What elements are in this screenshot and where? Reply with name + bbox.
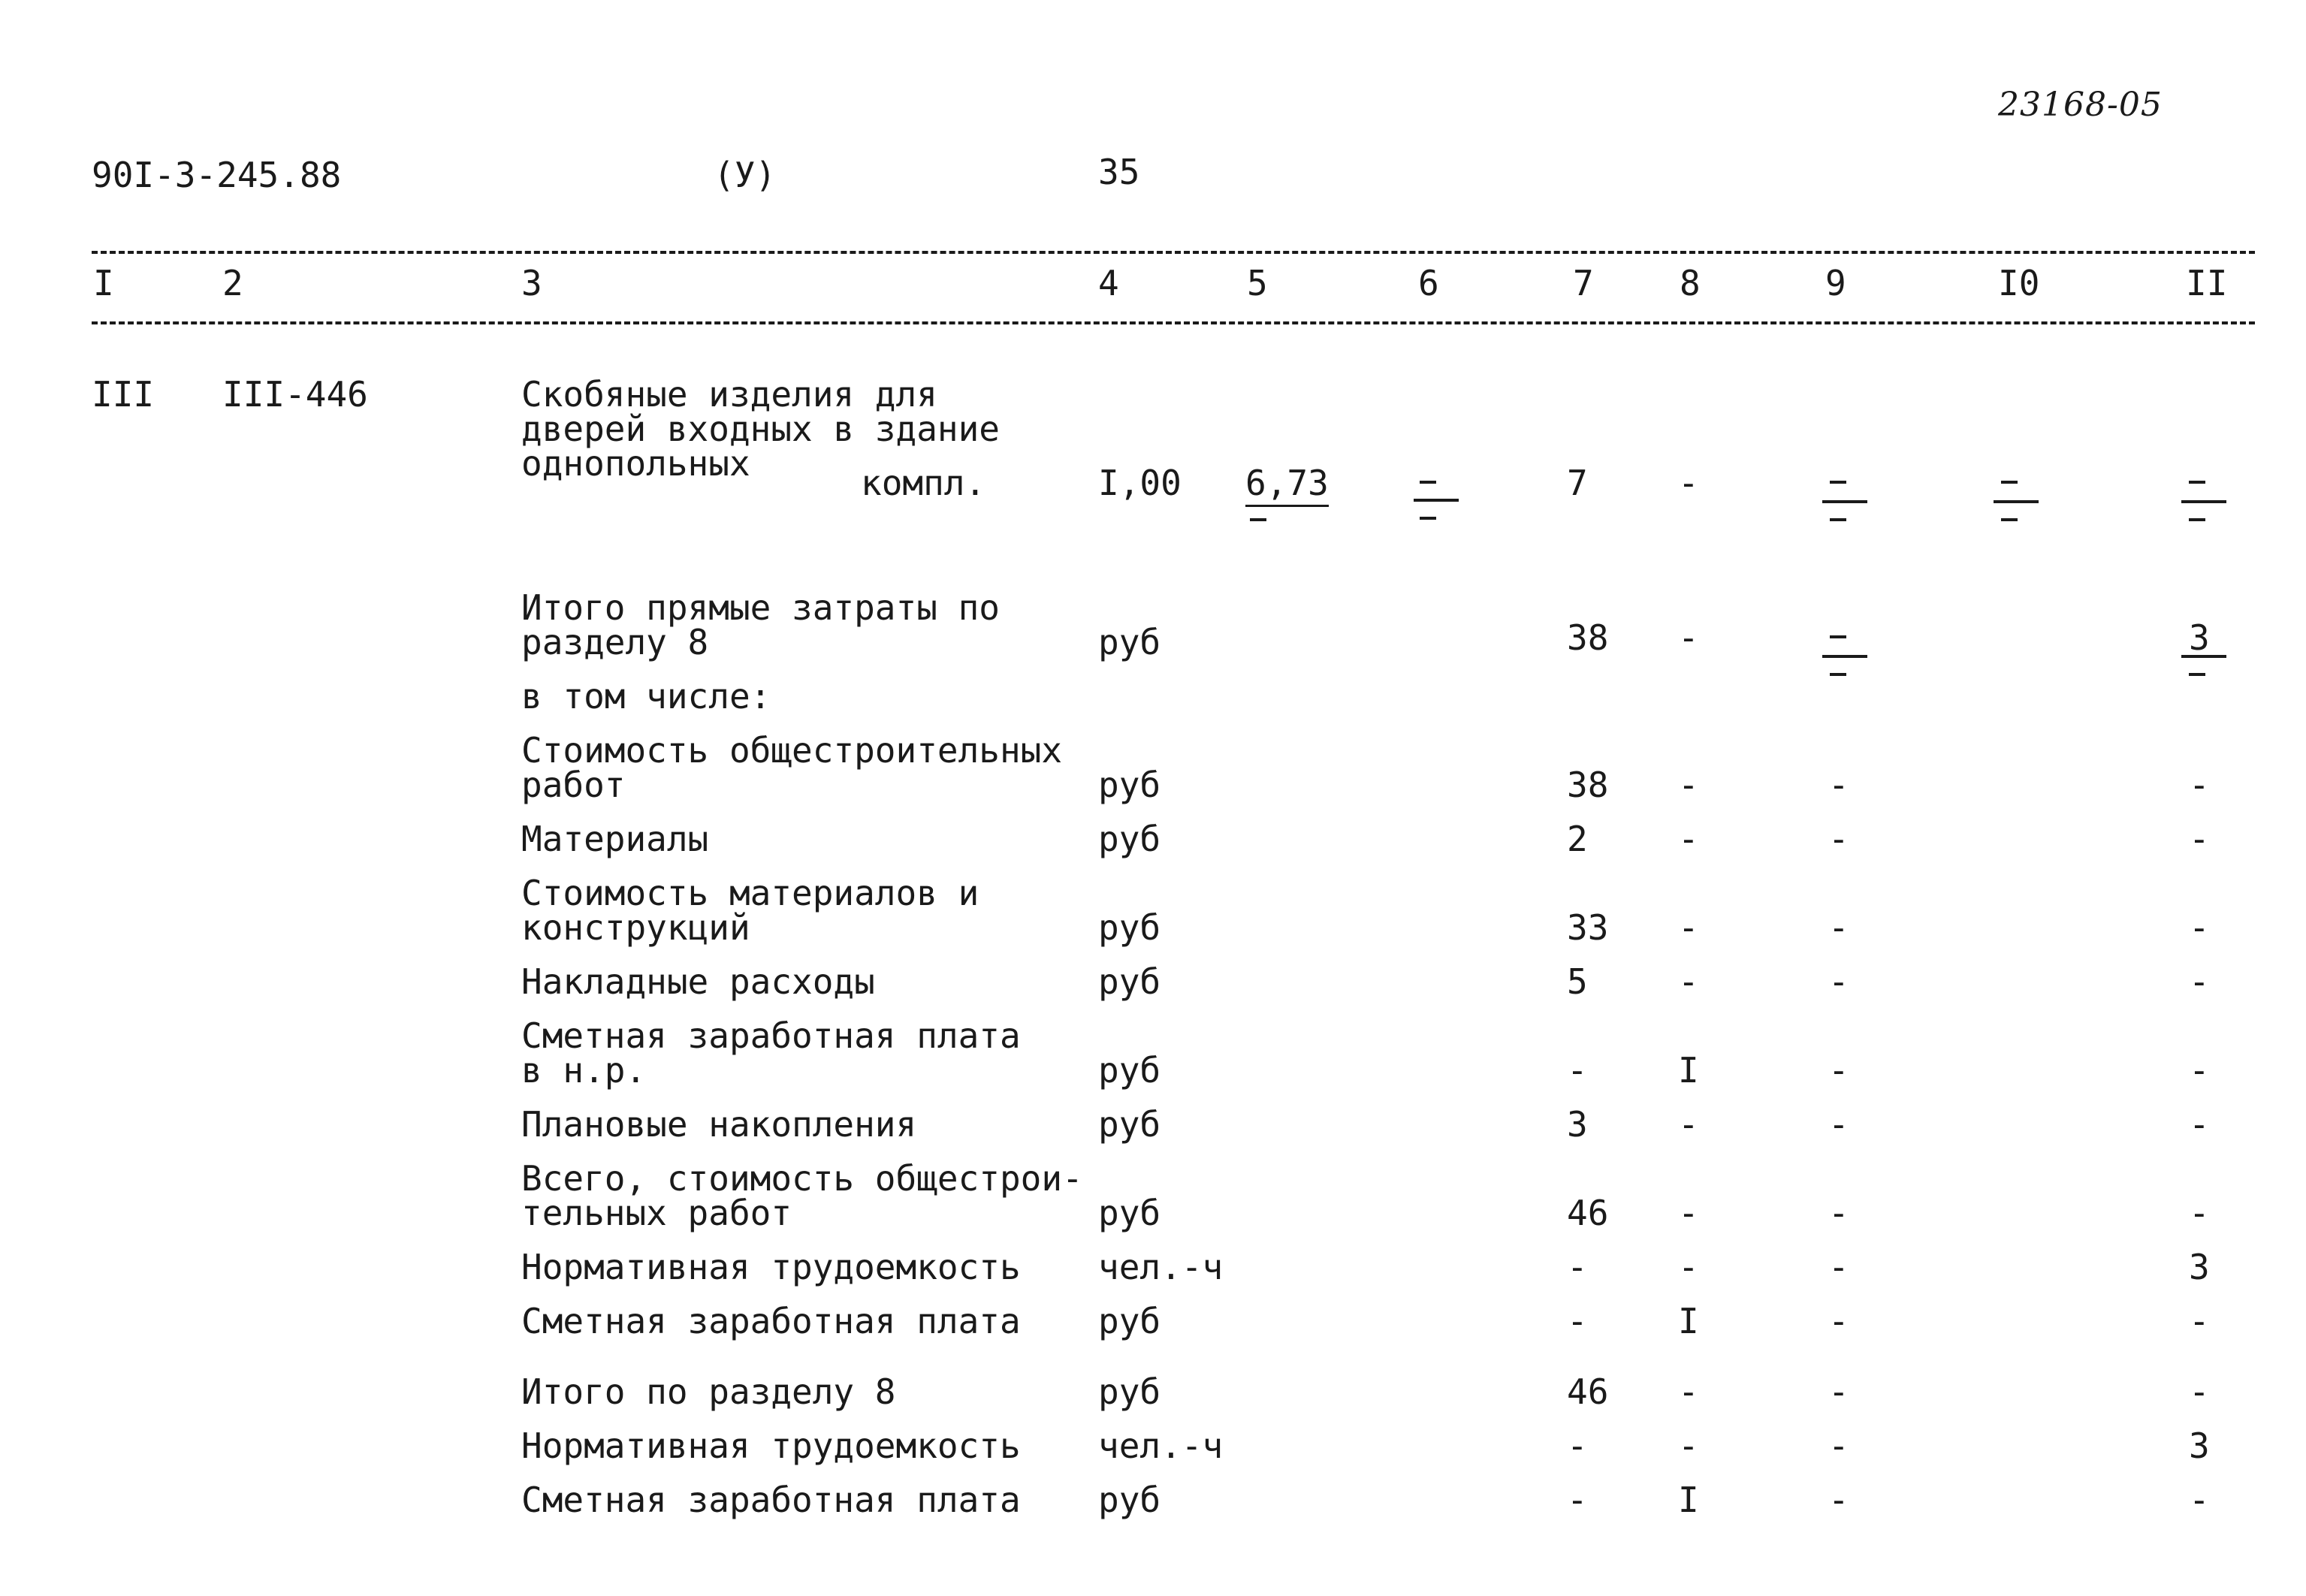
item-name-line: Скобяные изделия для [521,374,937,415]
row-label-line: работ [521,765,626,805]
row-c7: 33 [1567,907,1609,948]
row-c11: 3 [2189,1247,2210,1287]
row-c8: - [1678,1426,1699,1466]
fraction-mark [2189,673,2205,676]
row-c7: 5 [1567,961,1588,1002]
fraction-mark [1994,500,2039,503]
item-unit: компл. [861,463,986,503]
summary-unit: руб [1098,622,1161,662]
row-c7: 46 [1567,1371,1609,1412]
column-number: 6 [1418,263,1439,303]
fraction-mark [1830,635,1846,638]
row-label-line: Нормативная трудоемкость [521,1426,1021,1466]
row-c7: 38 [1567,765,1609,805]
row-c11: - [2189,1301,2210,1341]
fraction-mark [1420,517,1436,520]
summary-cost-total: 38 [1567,617,1609,658]
row-c9: - [1828,1426,1849,1466]
row-unit: руб [1098,1480,1161,1520]
row-c7: 3 [1567,1104,1588,1145]
item-cost-wages: - [1678,463,1699,503]
item-unit-price: 6,73 [1245,466,1329,507]
row-c8: - [1678,1104,1699,1145]
fraction-mark [1420,481,1436,484]
summary-cost-wages: - [1678,617,1699,658]
row-c7: 2 [1567,819,1588,859]
row-c8: - [1678,819,1699,859]
row-unit: руб [1098,1193,1161,1233]
row-unit: руб [1098,1371,1161,1412]
item-quantity: I,00 [1098,463,1182,503]
row-c7: - [1567,1050,1588,1091]
row-label-line: Сметная заработная плата [521,1015,1021,1056]
column-number: I0 [1998,263,2040,303]
item-name-line: однопольных [521,443,750,484]
item-cost-total: 7 [1567,463,1588,503]
row-label-line: тельных работ [521,1193,792,1233]
fraction-mark [1830,673,1846,676]
header-rule-top [92,251,2255,254]
row-c9: - [1828,1301,1849,1341]
row-c9: - [1828,765,1849,805]
row-label-line: Плановые накопления [521,1104,917,1145]
fraction-mark [2001,518,2018,521]
fraction-mark [1250,518,1266,521]
in-that-number-label: в том числе: [521,676,771,717]
row-c8: - [1678,1371,1699,1412]
row-unit: руб [1098,819,1161,859]
column-number: I [93,263,114,303]
row-c9: - [1828,1480,1849,1520]
fraction-mark [1822,655,1867,658]
row-c9: - [1828,1371,1849,1412]
column-number: II [2186,263,2228,303]
fraction-mark [1414,499,1459,502]
row-c9: - [1828,819,1849,859]
row-c8: I [1678,1301,1699,1341]
row-label-line: Накладные расходы [521,961,875,1002]
summary-label-line: Итого прямые затраты по [521,587,1000,628]
row-c8: - [1678,1193,1699,1233]
row-label-line: Стоимость материалов и [521,873,979,913]
row-c8: - [1678,765,1699,805]
row-label-line: конструкций [521,907,750,948]
item-number: III [92,374,155,415]
row-c9: - [1828,961,1849,1002]
row-c8: - [1678,961,1699,1002]
column-number: 7 [1573,263,1594,303]
fraction-mark [1822,500,1867,503]
column-number: 8 [1680,263,1701,303]
row-c11: - [2189,961,2210,1002]
row-unit: чел.-ч [1098,1247,1224,1287]
row-c9: - [1828,1193,1849,1233]
row-c11: - [2189,1104,2210,1145]
row-label-line: Итого по разделу 8 [521,1371,896,1412]
fraction-mark [1830,481,1846,484]
fraction-mark [2181,655,2226,658]
row-c8: I [1678,1480,1699,1520]
column-number: 2 [222,263,243,303]
row-c11: - [2189,765,2210,805]
row-c11: - [2189,907,2210,948]
row-c9: - [1828,907,1849,948]
column-number: 4 [1098,263,1119,303]
row-unit: руб [1098,1301,1161,1341]
handwritten-number: 23168-05 [1998,86,2163,124]
column-number: 5 [1247,263,1268,303]
fraction-mark [2189,518,2205,521]
summary-labor: 3 [2189,617,2210,658]
row-label-line: Нормативная трудоемкость [521,1247,1021,1287]
fraction-mark [2001,481,2018,484]
fraction-mark [2181,500,2226,503]
page-number: 35 [1098,152,1140,192]
row-c11: - [2189,1050,2210,1091]
row-label-line: в н.р. [521,1050,647,1091]
row-c11: - [2189,1371,2210,1412]
row-unit: руб [1098,1050,1161,1091]
row-c11: - [2189,1480,2210,1520]
row-unit: руб [1098,961,1161,1002]
row-c9: - [1828,1050,1849,1091]
header-rule-bottom [92,321,2255,324]
item-code: III-446 [222,374,368,415]
fraction-mark [1830,518,1846,521]
document-variant: (У) [714,155,777,195]
row-c7: - [1567,1301,1588,1341]
row-c9: - [1828,1247,1849,1287]
row-c11: - [2189,1193,2210,1233]
row-c7: - [1567,1426,1588,1466]
row-label-line: Всего, стоимость общестрои- [521,1158,1083,1199]
row-c11: - [2189,819,2210,859]
row-c8: - [1678,1247,1699,1287]
item-name-line: дверей входных в здание [521,409,1000,449]
row-label-line: Сметная заработная плата [521,1301,1021,1341]
row-unit: чел.-ч [1098,1426,1224,1466]
row-label-line: Материалы [521,819,709,859]
row-c8: - [1678,907,1699,948]
row-unit: руб [1098,907,1161,948]
row-label-line: Стоимость общестроительных [521,730,1063,771]
column-number: 3 [521,263,542,303]
fraction-mark [2189,481,2205,484]
row-unit: руб [1098,1104,1161,1145]
row-c7: 46 [1567,1193,1609,1233]
row-label-line: Сметная заработная плата [521,1480,1021,1520]
row-c8: I [1678,1050,1699,1091]
row-c11: 3 [2189,1426,2210,1466]
column-number: 9 [1825,263,1846,303]
summary-label-line: разделу 8 [521,622,709,662]
document-code: 90I-3-245.88 [92,155,342,195]
row-c7: - [1567,1247,1588,1287]
row-c7: - [1567,1480,1588,1520]
row-unit: руб [1098,765,1161,805]
row-c9: - [1828,1104,1849,1145]
